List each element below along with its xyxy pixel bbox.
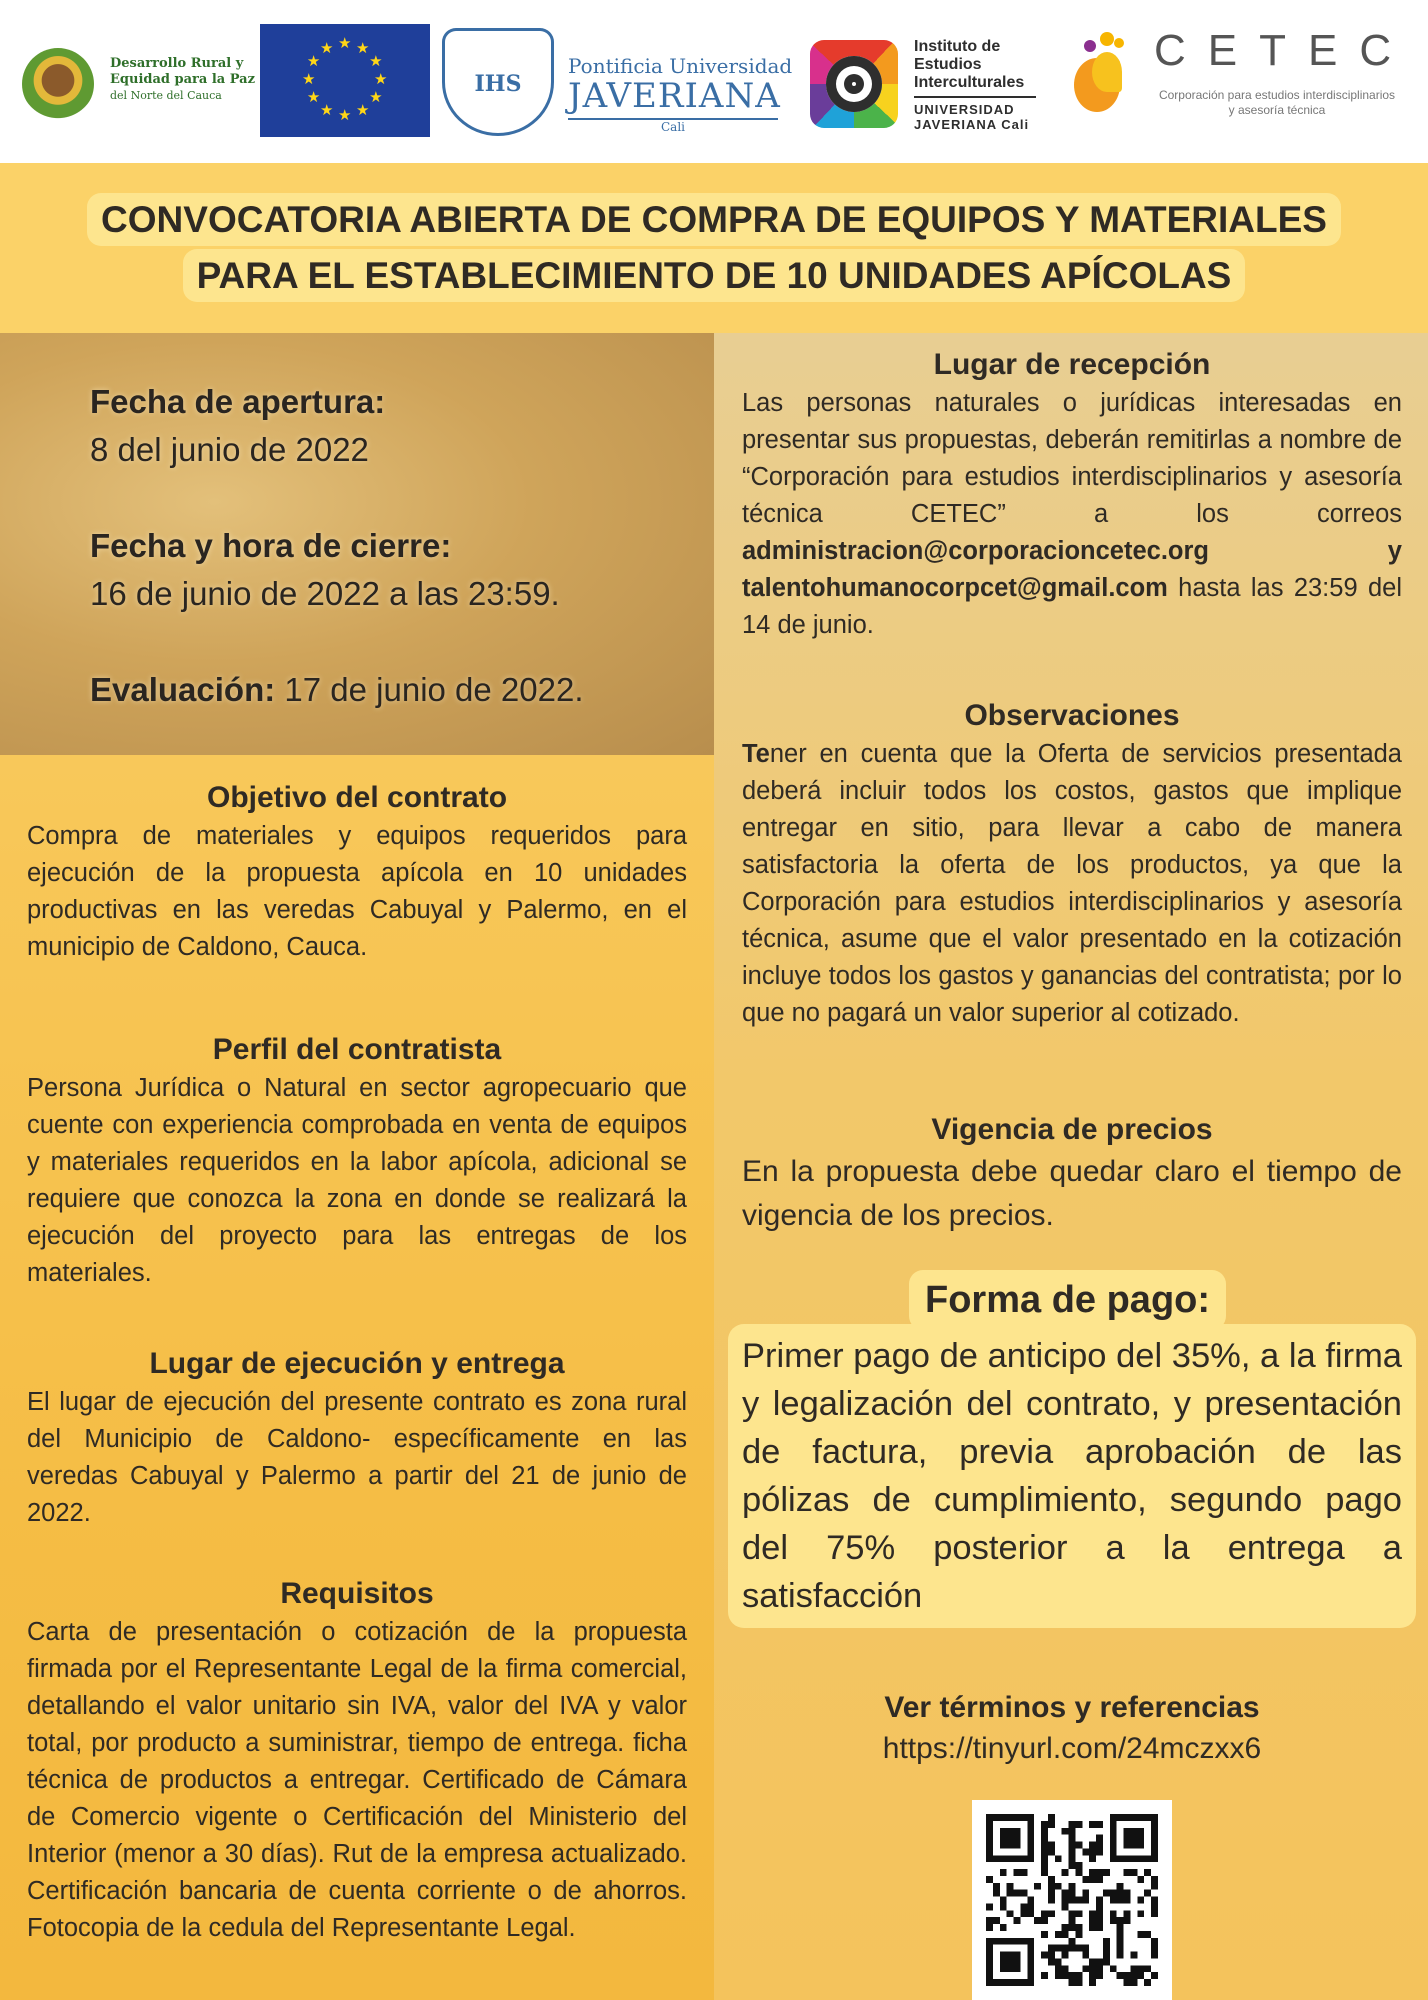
javeriana-emblem-text: IHS <box>474 71 522 97</box>
instituto-line1: Instituto de <box>914 38 1001 55</box>
dates-block <box>90 378 690 714</box>
eu-star-icon: ★ <box>338 35 352 52</box>
eu-star-icon: ★ <box>320 39 334 57</box>
evaluacion-label: Evaluación: <box>90 671 276 708</box>
requisitos-heading: Requisitos <box>280 1577 434 1610</box>
requisitos-section <box>27 1574 687 1947</box>
observaciones-text: Tener en cuenta que la Oferta de servicios presentada deberá incluir todos los costos, gastos que implique entregar en sitio, para llevar a cabo de manera satisfactoria la oferta de los productos, ya que la Corporación para estudios interdisciplinarios y asesoría técnica, asume que el valor presentado en la cotización incluye todos los gastos y ganancias del contratista; por lo que no pagará un valor superior al cotizado. <box>742 740 1402 1027</box>
javeriana-logo <box>440 22 793 140</box>
forma-pago-text: Primer pago de anticipo del 35%, a la firma y legalización del contrato, y presentación de factura, previa aprobación de las pólizas de cumplimiento, segundo pago del 75% posterior a la entrega a satisfacción <box>728 1324 1416 1628</box>
fecha-cierre-value: 16 de junio de 2022 a las 23:59. <box>90 575 560 612</box>
observaciones-section <box>742 696 1402 1032</box>
recepcion-heading: Lugar de recepción <box>933 348 1211 381</box>
instituto-line2: Estudios <box>914 56 982 73</box>
title-line-2: PARA EL ESTABLECIMIENTO DE 10 UNIDADES APÍCOLAS <box>0 255 1428 297</box>
terminos-heading: Ver términos y referencias <box>884 1691 1260 1724</box>
desarrollo-rural-logo <box>18 44 255 124</box>
eu-star-icon: ★ <box>356 102 370 120</box>
terminos-section <box>742 1688 1402 1770</box>
instituto-line3: Interculturales <box>914 74 1025 91</box>
cetec-logo <box>1066 26 1416 126</box>
eu-star-icon: ★ <box>356 39 370 57</box>
recepcion-text: Las personas naturales o jurídicas interesadas en presentar sus propuestas, deberán remitirlas a nombre de “Corporación para estudios interdisciplinarios y asesoría técnica CETEC” a los correos administracion@corporacioncetec.org y talentohumanocorpcet@gmail.com hasta las 23:59 del 14 de junio. <box>742 389 1402 639</box>
email-talentohumano-link[interactable]: talentohumanocorpcet@gmail.com <box>742 574 1168 602</box>
title-line-1: CONVOCATORIA ABIERTA DE COMPRA DE EQUIPOS Y MATERIALES <box>0 199 1428 241</box>
vigencia-section <box>742 1110 1402 1238</box>
terminos-link[interactable]: https://tinyurl.com/24mczxx6 <box>882 1732 1262 1765</box>
cetec-tagline1: Corporación para estudios interdisciplinarios <box>1158 88 1396 102</box>
desarrollo-line3: del Norte del Cauca <box>110 89 222 102</box>
qr-code-graphic <box>986 1814 1158 1986</box>
cetec-mark-icon <box>1070 32 1132 114</box>
logo-header <box>0 0 1428 163</box>
fecha-apertura-value: 8 del junio de 2022 <box>90 431 369 468</box>
eu-star-icon: ★ <box>302 71 316 88</box>
eu-star-icon: ★ <box>369 89 383 106</box>
evaluacion-value: 17 de junio de 2022. <box>275 671 584 708</box>
desarrollo-emblem-icon <box>22 48 94 120</box>
qr-code-icon[interactable] <box>972 1800 1172 2000</box>
fecha-cierre-label: Fecha y hora de cierre: <box>90 527 452 564</box>
objetivo-heading: Objetivo del contrato <box>206 781 508 814</box>
evaluacion <box>90 666 690 714</box>
lugar-ejecucion-section <box>27 1344 687 1532</box>
fecha-apertura <box>90 378 690 474</box>
vigencia-heading: Vigencia de precios <box>931 1113 1213 1146</box>
javeriana-line1: Pontificia Universidad <box>568 54 793 78</box>
requisitos-text: Carta de presentación o cotización de la propuesta firmada por el Representante Legal de la firma comercial, detallando el valor unitario sin IVA, valor del IVA y valor total, por producto a suministrar, tiempo de entrega. ficha técnica de productos a entregar. Certificado de Cámara de Comercio vigente o Certificación del Ministerio del Interior (menor a 30 días). Rut de la empresa actualizado. Certificación bancaria de cuenta corriente o de ahorros. Fotocopia de la cedula del Representante Legal. <box>27 1618 687 1942</box>
instituto-spiral-icon <box>810 40 898 128</box>
instituto-logo <box>808 30 1038 140</box>
recepcion-section <box>742 345 1402 644</box>
eu-flag-icon <box>260 24 430 137</box>
eu-star-icon: ★ <box>306 53 321 70</box>
perfil-text: Persona Jurídica o Natural en sector agropecuario que cuente con experiencia comprobada en venta de equipos y materiales requeridos en la labor apícola, adicional se requiere que conozca la zona en donde se realizará la ejecución del proyecto para las entregas de los materiales. <box>27 1074 687 1287</box>
fecha-apertura-label: Fecha de apertura: <box>90 383 386 420</box>
objetivo-section <box>27 778 687 966</box>
eu-star-icon: ★ <box>306 89 321 106</box>
perfil-section <box>27 1030 687 1292</box>
lugar-ejecucion-text: El lugar de ejecución del presente contrato es zona rural del Municipio de Caldono- específicamente en las veredas Cabuyal y Palermo a partir del 21 de junio de 2022. <box>27 1388 687 1527</box>
observaciones-heading: Observaciones <box>964 699 1180 732</box>
perfil-heading: Perfil del contratista <box>212 1033 502 1066</box>
eu-star-icon: ★ <box>369 53 383 70</box>
javeriana-line2: JAVERIANA <box>568 76 781 116</box>
javeriana-line3: Cali <box>568 118 778 134</box>
eu-star-icon: ★ <box>338 107 352 124</box>
forma-pago-heading: Forma de pago: <box>909 1270 1226 1330</box>
eu-star-icon: ★ <box>374 71 388 88</box>
objetivo-text: Compra de materiales y equipos requeridos para ejecución de la propuesta apícola en 10 unidades productivas en las veredas Cabuyal y Palermo, en el municipio de Caldono, Cauca. <box>27 822 687 961</box>
email-administracion-link[interactable]: administracion@corporacioncetec.org <box>742 537 1209 565</box>
javeriana-shield-icon <box>442 28 554 136</box>
desarrollo-line2: Equidad para la Paz <box>110 72 255 87</box>
instituto-line4: UNIVERSIDAD <box>914 102 1015 117</box>
desarrollo-line1: Desarrollo Rural y <box>110 56 244 71</box>
lugar-ejecucion-heading: Lugar de ejecución y entrega <box>149 1347 565 1380</box>
instituto-line5: JAVERIANA Cali <box>914 117 1030 132</box>
cetec-name: CETEC <box>1154 26 1414 75</box>
cetec-tagline2: y asesoría técnica <box>1228 103 1326 117</box>
fecha-cierre <box>90 522 690 618</box>
vigencia-text: En la propuesta debe quedar claro el tiempo de vigencia de los precios. <box>742 1155 1402 1232</box>
eu-star-icon: ★ <box>320 102 334 120</box>
title-band <box>0 163 1428 333</box>
